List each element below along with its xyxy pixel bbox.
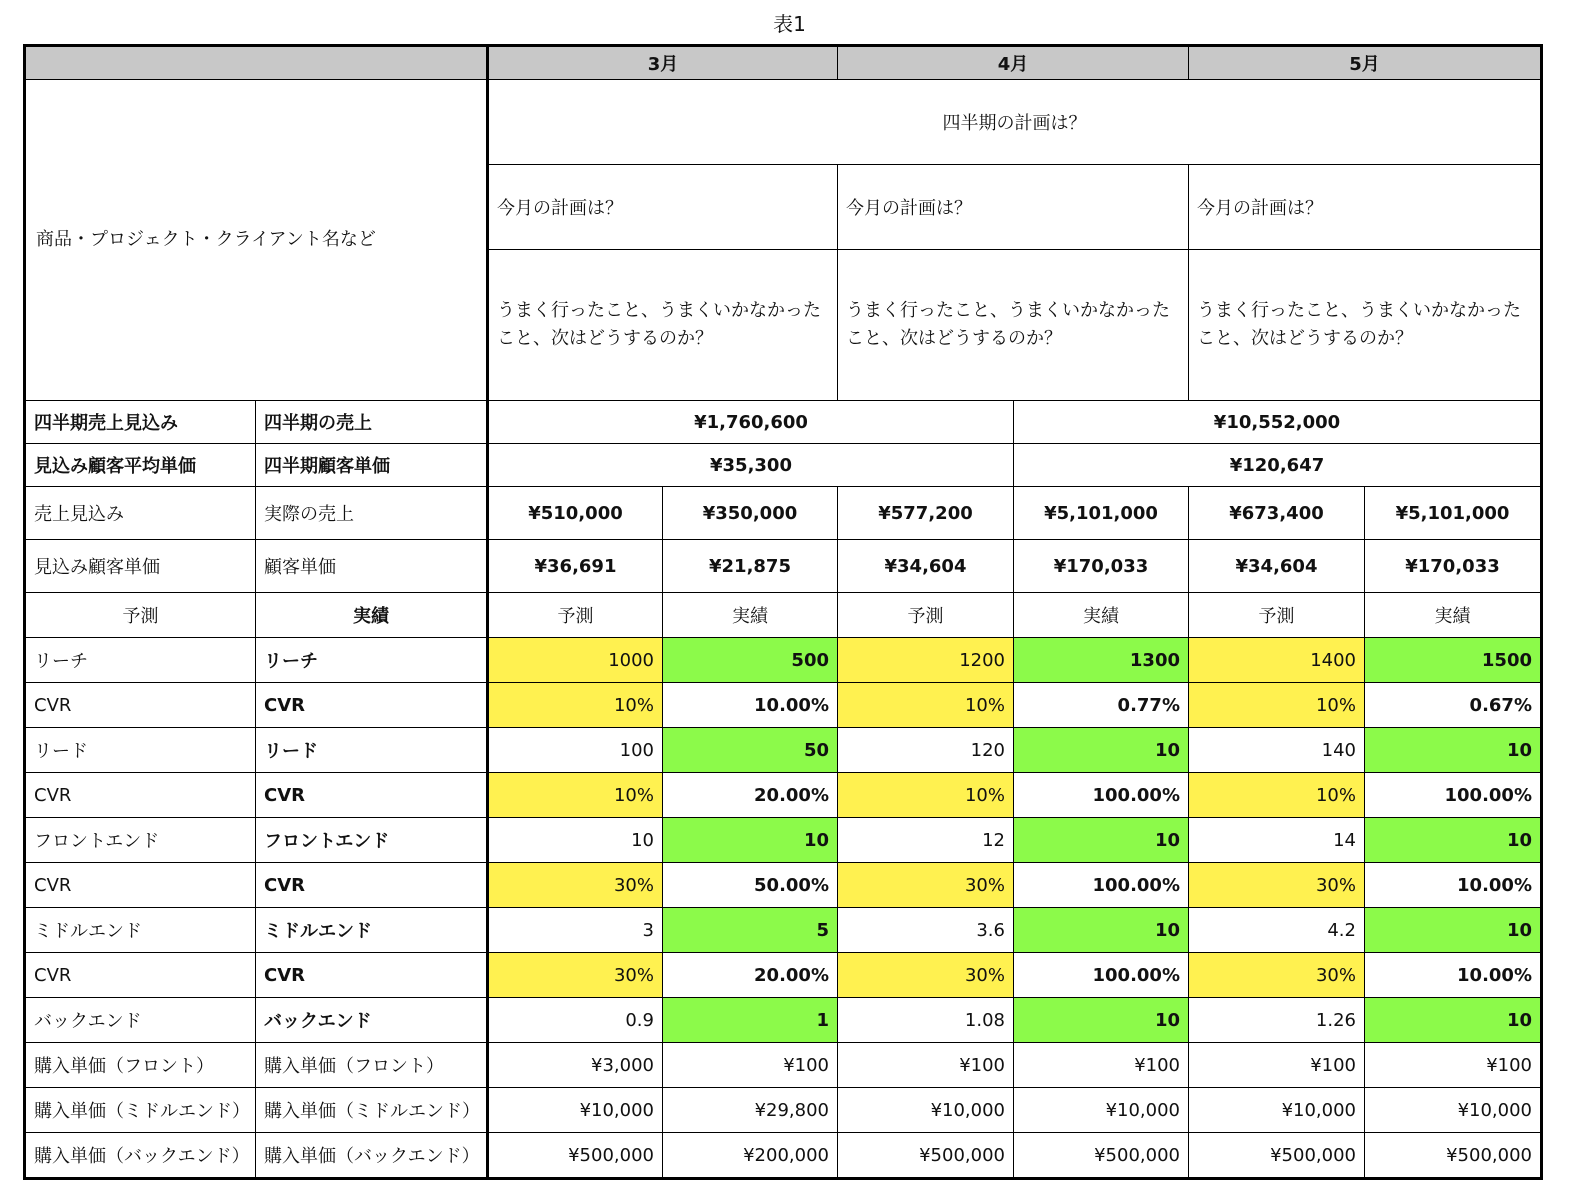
quarter-sales-actual-value: ¥10,552,000	[1014, 401, 1542, 444]
unit-price-cell: ¥100	[1189, 1043, 1365, 1088]
row-forecast-label: CVR	[25, 683, 256, 728]
monthly-unit-value: ¥36,691	[488, 540, 663, 593]
forecast-value-cell: 10%	[838, 773, 1014, 818]
forecast-value-cell: 30%	[1189, 953, 1365, 998]
monthly-sales-value: ¥577,200	[838, 487, 1014, 540]
monthly-sales-value: ¥350,000	[663, 487, 838, 540]
row-actual-label: CVR	[256, 953, 488, 998]
actual-value-cell: 100.00%	[1014, 953, 1189, 998]
actual-value-cell: 50.00%	[663, 863, 838, 908]
quarter-sales-row	[25, 401, 1542, 444]
forecast-value-cell: 1000	[488, 638, 663, 683]
forecast-value-cell: 140	[1189, 728, 1365, 773]
quarter-plan-cell: 四半期の計画は？	[488, 80, 1542, 165]
monthly-unit-value: ¥170,033	[1014, 540, 1189, 593]
monthly-unit-value: ¥34,604	[1189, 540, 1365, 593]
unit-price-row	[25, 1133, 1542, 1179]
monthly-sales-value: ¥510,000	[488, 487, 663, 540]
forecast-value-cell: 30%	[838, 953, 1014, 998]
month-header-row	[25, 46, 1542, 80]
unit-price-row	[25, 1043, 1542, 1088]
monthly-sales-actual-label: 実際の売上	[256, 487, 488, 540]
forecast-value-cell: 1200	[838, 638, 1014, 683]
quarter-sales-forecast-label: 四半期売上見込み	[25, 401, 256, 444]
unit-price-cell: ¥29,800	[663, 1088, 838, 1133]
kpi-row	[25, 818, 1542, 863]
unit-price-cell: ¥200,000	[663, 1133, 838, 1179]
row-actual-label: フロントエンド	[256, 818, 488, 863]
actual-value-cell: 100.00%	[1365, 773, 1542, 818]
reflection-cell: うまく行ったこと、うまくいかなかったこと、次はどうするのか？	[1189, 250, 1542, 401]
monthly-plan-cell: 今月の計画は？	[488, 165, 838, 250]
kpi-row	[25, 998, 1542, 1043]
forecast-value-cell: 14	[1189, 818, 1365, 863]
forecast-value-cell: 30%	[488, 863, 663, 908]
forecast-value-cell: 4.2	[1189, 908, 1365, 953]
pair-label: 予測	[838, 593, 1014, 638]
actual-value-cell: 10	[1365, 998, 1542, 1043]
monthly-sales-row	[25, 487, 1542, 540]
forecast-value-cell: 30%	[838, 863, 1014, 908]
forecast-value-cell: 0.9	[488, 998, 663, 1043]
unit-price-cell: ¥100	[1365, 1043, 1542, 1088]
row-forecast-label: 購入単価（バックエンド）	[25, 1133, 256, 1179]
kpi-row	[25, 773, 1542, 818]
monthly-unit-row	[25, 540, 1542, 593]
row-actual-label: 購入単価（バックエンド）	[256, 1133, 488, 1179]
row-actual-label: CVR	[256, 683, 488, 728]
monthly-unit-value: ¥34,604	[838, 540, 1014, 593]
forecast-value-cell: 10%	[488, 773, 663, 818]
forecast-column-label: 予測	[25, 593, 256, 638]
row-forecast-label: CVR	[25, 773, 256, 818]
actual-value-cell: 100.00%	[1014, 863, 1189, 908]
kpi-row	[25, 908, 1542, 953]
row-actual-label: CVR	[256, 863, 488, 908]
quarter-sales-actual-label: 四半期の売上	[256, 401, 488, 444]
unit-price-cell: ¥10,000	[488, 1088, 663, 1133]
row-forecast-label: リード	[25, 728, 256, 773]
forecast-value-cell: 10%	[488, 683, 663, 728]
actual-value-cell: 10	[1014, 908, 1189, 953]
quarter-unit-forecast-value: ¥35,300	[488, 444, 1014, 487]
quarter-unit-row	[25, 444, 1542, 487]
actual-value-cell: 10	[1365, 818, 1542, 863]
forecast-value-cell: 10	[488, 818, 663, 863]
actual-column-label: 実績	[256, 593, 488, 638]
actual-value-cell: 0.77%	[1014, 683, 1189, 728]
row-actual-label: リード	[256, 728, 488, 773]
unit-price-cell: ¥10,000	[1365, 1088, 1542, 1133]
pair-label: 実績	[1014, 593, 1189, 638]
monthly-unit-forecast-label: 見込み顧客単価	[25, 540, 256, 593]
row-actual-label: CVR	[256, 773, 488, 818]
unit-price-cell: ¥100	[1014, 1043, 1189, 1088]
forecast-value-cell: 10%	[838, 683, 1014, 728]
monthly-sales-value: ¥5,101,000	[1365, 487, 1542, 540]
unit-price-cell: ¥500,000	[1014, 1133, 1189, 1179]
actual-value-cell: 10	[1365, 728, 1542, 773]
actual-value-cell: 5	[663, 908, 838, 953]
kpi-row	[25, 863, 1542, 908]
row-forecast-label: 購入単価（ミドルエンド）	[25, 1088, 256, 1133]
actual-value-cell: 10.00%	[1365, 863, 1542, 908]
month-header-4: 4月	[838, 46, 1189, 80]
pair-label: 予測	[488, 593, 663, 638]
project-title: 商品・プロジェクト・クライアント名など	[25, 80, 488, 401]
forecast-value-cell: 12	[838, 818, 1014, 863]
column-label-row	[25, 593, 1542, 638]
actual-value-cell: 1300	[1014, 638, 1189, 683]
forecast-value-cell: 1.26	[1189, 998, 1365, 1043]
actual-value-cell: 10.00%	[1365, 953, 1542, 998]
forecast-value-cell: 1.08	[838, 998, 1014, 1043]
monthly-unit-value: ¥170,033	[1365, 540, 1542, 593]
row-forecast-label: CVR	[25, 863, 256, 908]
kpi-planning-table	[23, 44, 1543, 1180]
unit-price-cell: ¥100	[663, 1043, 838, 1088]
month-header-3: 3月	[488, 46, 838, 80]
unit-price-cell: ¥100	[838, 1043, 1014, 1088]
row-actual-label: 購入単価（ミドルエンド）	[256, 1088, 488, 1133]
actual-value-cell: 10	[1365, 908, 1542, 953]
actual-value-cell: 0.67%	[1365, 683, 1542, 728]
forecast-value-cell: 3	[488, 908, 663, 953]
row-actual-label: 購入単価（フロント）	[256, 1043, 488, 1088]
unit-price-cell: ¥10,000	[838, 1088, 1014, 1133]
forecast-value-cell: 3.6	[838, 908, 1014, 953]
row-forecast-label: ミドルエンド	[25, 908, 256, 953]
monthly-unit-value: ¥21,875	[663, 540, 838, 593]
actual-value-cell: 10	[1014, 818, 1189, 863]
kpi-row	[25, 683, 1542, 728]
forecast-value-cell: 1400	[1189, 638, 1365, 683]
unit-price-cell: ¥10,000	[1189, 1088, 1365, 1133]
pair-label: 予測	[1189, 593, 1365, 638]
row-actual-label: リーチ	[256, 638, 488, 683]
kpi-row	[25, 728, 1542, 773]
row-actual-label: ミドルエンド	[256, 908, 488, 953]
actual-value-cell: 10	[1014, 998, 1189, 1043]
header-blank-cell	[25, 46, 488, 80]
quarter-unit-actual-value: ¥120,647	[1014, 444, 1542, 487]
monthly-unit-actual-label: 顧客単価	[256, 540, 488, 593]
forecast-value-cell: 10%	[1189, 683, 1365, 728]
monthly-sales-value: ¥673,400	[1189, 487, 1365, 540]
row-forecast-label: バックエンド	[25, 998, 256, 1043]
quarter-sales-forecast-value: ¥1,760,600	[488, 401, 1014, 444]
actual-value-cell: 10	[1014, 728, 1189, 773]
reflection-cell: うまく行ったこと、うまくいかなかったこと、次はどうするのか？	[838, 250, 1189, 401]
actual-value-cell: 1500	[1365, 638, 1542, 683]
forecast-value-cell: 30%	[488, 953, 663, 998]
monthly-plan-cell: 今月の計画は？	[838, 165, 1189, 250]
row-forecast-label: 購入単価（フロント）	[25, 1043, 256, 1088]
monthly-sales-forecast-label: 売上見込み	[25, 487, 256, 540]
forecast-value-cell: 120	[838, 728, 1014, 773]
quarter-unit-forecast-label: 見込み顧客平均単価	[25, 444, 256, 487]
unit-price-cell: ¥10,000	[1014, 1088, 1189, 1133]
row-forecast-label: CVR	[25, 953, 256, 998]
actual-value-cell: 20.00%	[663, 773, 838, 818]
forecast-value-cell: 100	[488, 728, 663, 773]
table-caption: 表1	[773, 12, 806, 36]
pair-label: 実績	[1365, 593, 1542, 638]
unit-price-cell: ¥500,000	[488, 1133, 663, 1179]
monthly-plan-cell: 今月の計画は？	[1189, 165, 1542, 250]
actual-value-cell: 20.00%	[663, 953, 838, 998]
forecast-value-cell: 30%	[1189, 863, 1365, 908]
row-actual-label: バックエンド	[256, 998, 488, 1043]
unit-price-cell: ¥500,000	[838, 1133, 1014, 1179]
actual-value-cell: 1	[663, 998, 838, 1043]
kpi-row	[25, 638, 1542, 683]
actual-value-cell: 10	[663, 818, 838, 863]
unit-price-row	[25, 1088, 1542, 1133]
quarter-unit-actual-label: 四半期顧客単価	[256, 444, 488, 487]
actual-value-cell: 10.00%	[663, 683, 838, 728]
row-forecast-label: リーチ	[25, 638, 256, 683]
pair-label: 実績	[663, 593, 838, 638]
unit-price-cell: ¥3,000	[488, 1043, 663, 1088]
forecast-value-cell: 10%	[1189, 773, 1365, 818]
month-header-5: 5月	[1189, 46, 1542, 80]
actual-value-cell: 100.00%	[1014, 773, 1189, 818]
monthly-sales-value: ¥5,101,000	[1014, 487, 1189, 540]
actual-value-cell: 50	[663, 728, 838, 773]
unit-price-cell: ¥500,000	[1189, 1133, 1365, 1179]
row-forecast-label: フロントエンド	[25, 818, 256, 863]
actual-value-cell: 500	[663, 638, 838, 683]
kpi-row	[25, 953, 1542, 998]
unit-price-cell: ¥500,000	[1365, 1133, 1542, 1179]
reflection-cell: うまく行ったこと、うまくいかなかったこと、次はどうするのか？	[488, 250, 838, 401]
